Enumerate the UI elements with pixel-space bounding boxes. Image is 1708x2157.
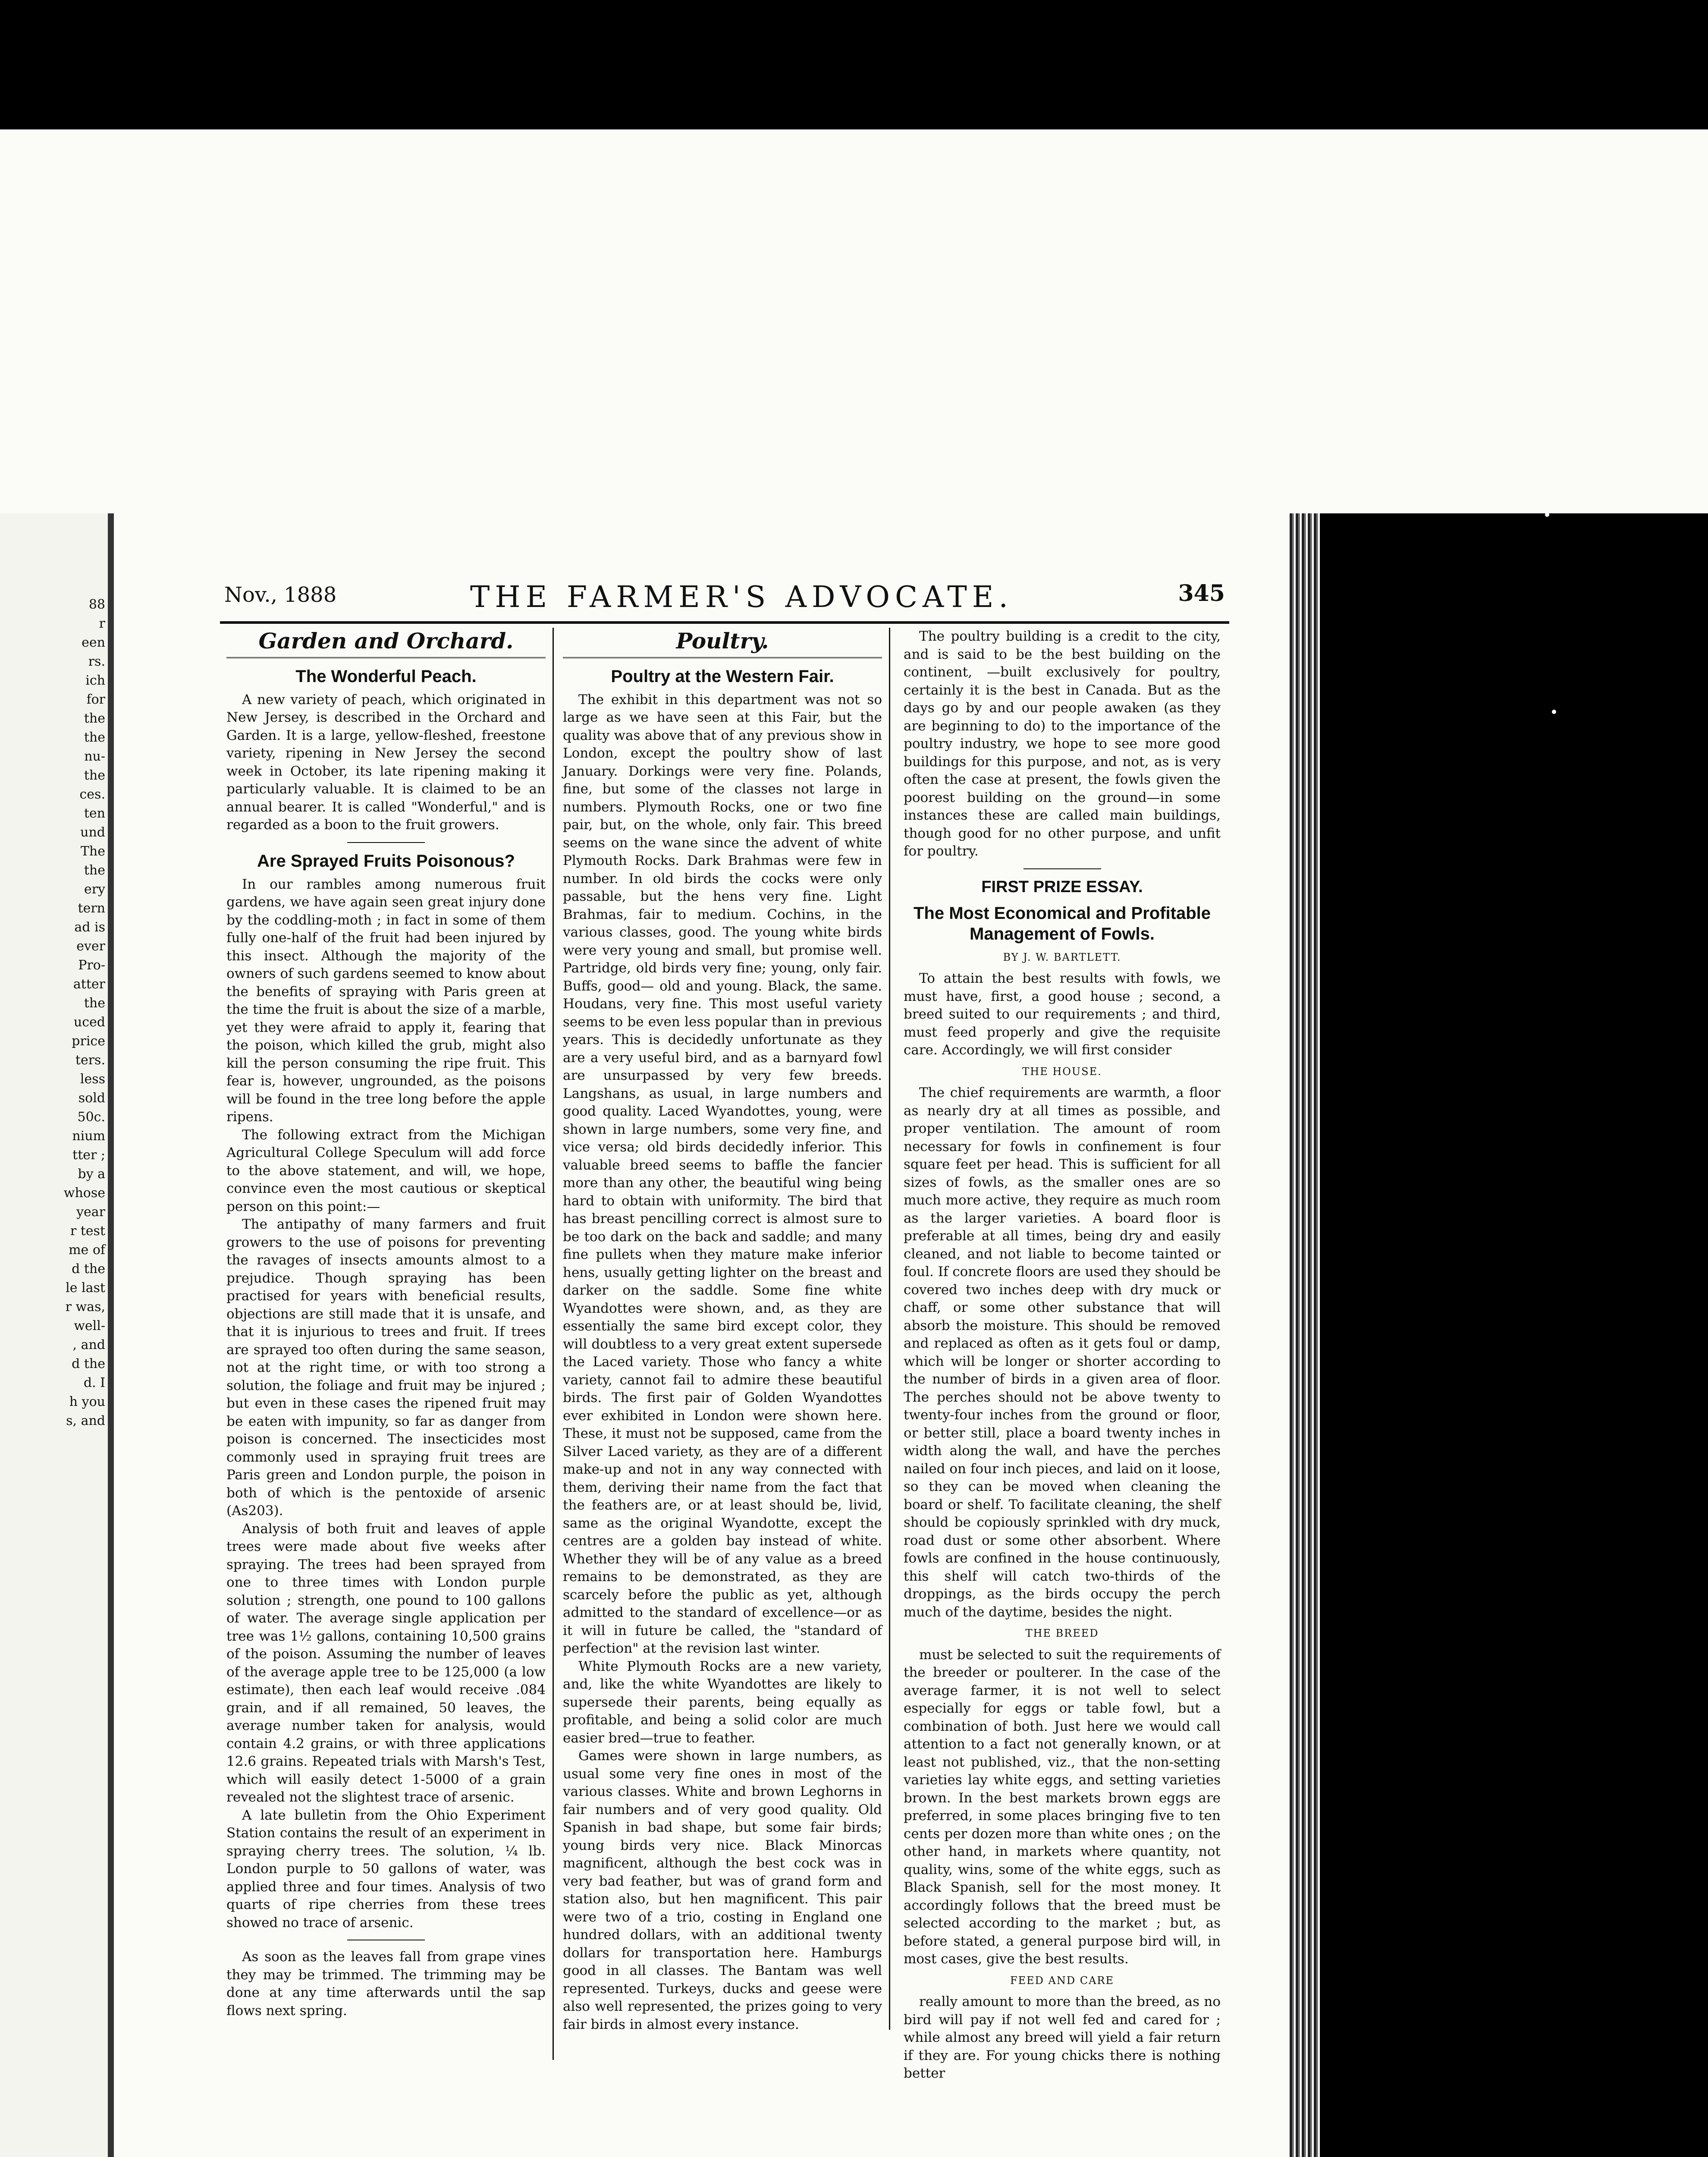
- paragraph: The antipathy of many farmers and fruit growers to the use of poisons for preventing the ravages of insects amounts almost to a prejudice. Though spraying has been practised for years with beneficial results, objections are still made that it is unsafe, and that it is injurious to trees and fruit. If trees are sprayed too often during the same season, not at the right time, or with too strong a solution, the foliage and fruit may be injured ; but even in these cases the ripened fruit may be eaten with impunity, so far as danger from poison is concerned. The insecticides most commonly used in spraying fruit trees are Paris green and London purple, the poison in both of which is the pentoxide of arsenic (As203).: [226, 1217, 546, 1519]
- paragraph: White Plymouth Rocks are a new variety, and, like the white Wyandottes are likely to supersede their parents, being equally as profitable, and being a solid color are much easier bred—true to feather.: [563, 1658, 882, 1746]
- left-page-fragment: tern: [78, 901, 105, 916]
- left-page-fragment: atter: [73, 977, 105, 992]
- left-page-fragment: d. I: [83, 1375, 105, 1390]
- paragraph: A late bulletin from the Ohio Experiment Station contains the result of an experiment in spraying cherry trees. The solution, ¼ lb. London purple to 50 gallons of water, was applied three and four times. Analysis of two quarts of ripe cherries from these trees showed no trace of arsenic.: [226, 1807, 546, 1931]
- left-page-fragment: d the: [72, 1261, 105, 1277]
- section-heading-poultry: Poultry.: [563, 628, 882, 658]
- paragraph: In our rambles among numerous fruit gardens, we have again seen great injury done by the coddling-moth ; in fact in some of them fully one-half of the fruit had been injured by this insect. Although the majority of the owners of such gardens seemed to know about the benefits of spraying with Paris green at the time the fruit is about the size of a marble, yet they were afraid to apply it, fearing that the poison, which killed the grub, might also kill the person consuming the ripe fruit. This fear is, however, ungrounded, as the poisons will be found in the tree long before the apple ripens.: [226, 876, 546, 1125]
- column-poultry: [563, 628, 890, 2030]
- left-page-fragment: r test: [70, 1223, 105, 1239]
- left-page-fragment: le last: [66, 1280, 105, 1295]
- left-page-fragment: nium: [72, 1129, 105, 1144]
- left-page-fragment: Pro-: [78, 958, 105, 973]
- left-page-fragment: tter ;: [72, 1148, 105, 1163]
- headline-sprayed-fruits: Are Sprayed Fruits Poisonous?: [257, 851, 515, 871]
- left-page-fragment: ters.: [75, 1053, 105, 1068]
- header-rule: [220, 621, 1229, 624]
- paragraph: The chief requirements are warmth, a floor as nearly dry at all times as possible, and proper ventilation. The amount of room necessary for fowls in confinement is four square feet per head. This is sufficient for all sizes of fowls, as the smaller ones are so much more active, they require as much room as the larger varieties. A board floor is preferable at all times, being dry and easily cleaned, and not liable to become tainted or foul. If concrete floors are used they should be covered two inches deep with dry muck or chaff, or some other substance that will absorb the moisture. This should be removed and replaced as often as it gets foul or damp, which will be longer or shorter according to the number of birds in a given area of floor. The perches should not be above twenty to twenty-four inches from the ground or floor, or better still, place a board twenty inches in width along the wall, and have the perches nailed on four inch pieces, and laid on it loose, so they can be moved when cleaning the board or shelf. To facilitate cleaning, the shelf should be copiously sprinkled with dry muck, road dust or some other absorbent. Where fowls are confined in the house continuously, this shelf will catch two-thirds of the droppings, as the birds occupy the perch much of the daytime, besides the night.: [904, 1085, 1221, 1620]
- paragraph: Analysis of both fruit and leaves of apple trees were made about five weeks after spraying. The trees had been sprayed from one to three times with London purple solution ; strength, one pound to 100 gallons of water. The average single application per tree was 1½ gallons, containing 10,500 grains of the poison. Assuming the number of leaves of the average apple tree to be 125,000 (a low estimate), then each leaf would receive .084 grain, and if all remained, 50 leaves, the average number taken for analysis, would contain 4.2 grains, or with three applications 12.6 grains. Repeated trials with Marsh's Test, which will easily detect 1-5000 of a grain revealed not the slightest trace of arsenic.: [226, 1521, 546, 1805]
- left-page-fragment: price: [72, 1034, 105, 1049]
- left-page-fragment: rs.: [88, 654, 105, 669]
- left-page-fragment: h you: [69, 1394, 105, 1409]
- left-page-fragment: the: [84, 863, 105, 878]
- left-page-fragment: whose: [63, 1185, 105, 1201]
- paragraph: really amount to more than the breed, as no bird will pay if not well fed and cared for ; while almost any breed will yield a fair return if they are. For young chicks there is nothing better: [904, 1994, 1221, 2081]
- left-page-fragment: s, and: [66, 1413, 105, 1428]
- left-page-fragment: r: [99, 616, 105, 631]
- subheading-house: THE HOUSE.: [1022, 1065, 1102, 1078]
- left-page-fragment: d the: [72, 1356, 105, 1371]
- column-garden: [226, 628, 554, 2060]
- page-edge: [108, 513, 114, 2157]
- subheading-breed: THE BREED: [1025, 1627, 1099, 1639]
- column-essay: [904, 628, 1221, 2083]
- headline-peach: The Wonderful Peach.: [295, 667, 477, 686]
- left-page-fragment: uced: [73, 1015, 105, 1030]
- headline-essay: The Most Economical and Profitable Management of Fowls.: [914, 903, 1211, 943]
- left-page-fragment: een: [82, 635, 105, 650]
- page-number: 345: [1178, 580, 1225, 607]
- paragraph: As soon as the leaves fall from grape vines they may be trimmed. The trimming may be done at any time afterwards until the sap flows next spring.: [226, 1949, 546, 2019]
- left-page-fragment: 50c.: [77, 1110, 105, 1125]
- left-page-fragment: und: [80, 825, 105, 840]
- left-page-fragment: the: [84, 996, 105, 1011]
- left-page-fragment: me of: [69, 1242, 105, 1258]
- binding-spine: [1290, 513, 1320, 2157]
- upper-blank-sheet: [0, 129, 1708, 513]
- left-page-fragment: year: [76, 1204, 105, 1220]
- headline-first-prize: FIRST PRIZE ESSAY.: [981, 877, 1143, 896]
- left-page-fragment: ces.: [79, 787, 105, 802]
- left-page-fragment: by a: [78, 1167, 105, 1182]
- left-page-fragment: ery: [84, 882, 105, 897]
- left-page-fragment: 88: [88, 597, 105, 612]
- paragraph: A new variety of peach, which originated in New Jersey, is described in the Orchard and Garden. It is a large, yellow-fleshed, freestone variety, ripening in New Jersey the second week in October, its late ripening making it particularly valuable. It is claimed to be an annual bearer. It is called "Wonderful," and is regarded as a boon to the fruit growers.: [226, 692, 546, 833]
- divider: [347, 842, 425, 843]
- left-page-fragment: the: [84, 768, 105, 783]
- paragraph: To attain the best results with fowls, we must have, first, a good house ; second, a breed suited to our requirements ; and third, must feed properly and give the requisite care. Accordingly, we will first consider: [904, 971, 1221, 1058]
- speck: [1552, 710, 1556, 714]
- paragraph: The exhibit in this department was not so large as we have seen at this Fair, but the quality was above that of any previous show in London, except the poultry show of last January. Dorkings were very fine. Polands, fine, but some of the classes not large in numbers. Plymouth Rocks, one or two fine pair, but, on the whole, only fair. This breed seems on the wane since the advent of white Plymouth Rocks. Dark Brahmas were few in number. In old birds the cocks were only passable, but the hens very fine. Light Brahmas, fair to medium. Cochins, in the various classes, good. The young white birds were very young and small, but promise well. Partridge, old birds very fine; young, only fair. Buffs, good— old and young. Black, the same. Houdans, very fine. This most useful variety seems to be even less popular than in previous years. This is decidedly unfortunate as they are a very useful bird, and as a barnyard fowl are unsurpassed by very few breeds. Langshans, as usual, in large numbers and good quality. Laced Wyandottes, young, were shown in large numbers, some very fine, and vice versa; old birds decidedly inferior. This valuable breed seems to baffle the fancier more than any other, the beautiful wing being hard to obtain with uniformity. The bird that has breast pencilling correct is almost sure to be too dark on the back and saddle; and many fine pullets when they mature make inferior hens, usually getting lighter on the breast and darker on the saddle. Some fine white Wyandottes were shown, and, as they are essentially the same bird except color, they will doubtless to a very great extent supersede the Laced variety. Those who fancy a white variety, cannot fail to admire these beautiful birds. The first pair of Golden Wyandottes ever exhibited in London were shown here. These, it must not be supposed, came from the Silver Laced variety, as they are of a different make-up and not in any way connected with them, deriving their name from the fact that the feathers are, or at least should be, livid, same as the original Wyandotte, except the centres are a golden bay instead of white. Whether they will be of any value as a breed remains to be demonstrated, as they are scarcely before the public as yet, although admitted to the standard of excellence—or as it will in future be called, the "standard of perfection" at the revision last winter.: [563, 692, 882, 1656]
- left-page-fragment: the: [84, 730, 105, 745]
- left-page-fragment: ever: [76, 939, 105, 954]
- paragraph: Games were shown in large numbers, as usual some very fine ones in most of the various classes. White and brown Leghorns in fair numbers and of very good quality. Old Spanish in bad shape, but some fair birds; young birds very nice. Black Minorcas magnificent, although the best cock was in very bad feather, but was of grand form and station also, but hen magnificent. This pair were two of a trio, costing in England one hundred dollars, with an additional twenty dollars for transportation here. Hamburgs good in all classes. The Bantam was well represented. Turkeys, ducks and geese were also well represented, the prizes going to very fair birds in almost every instance.: [563, 1748, 882, 2032]
- paragraph: The following extract from the Michigan Agricultural College Speculum will add force to the above statement, and will, we hope, convince even the most cautious or skeptical person on this point:—: [226, 1127, 546, 1214]
- left-page-fragment: The: [80, 844, 105, 859]
- issue-date: Nov., 1888: [224, 583, 337, 607]
- left-page-fragment: for: [86, 692, 105, 707]
- speck: [1545, 513, 1549, 517]
- byline: BY J. W. BARTLETT.: [1003, 951, 1121, 963]
- left-page-fragment: less: [80, 1072, 105, 1087]
- left-page-fragment: the: [84, 711, 105, 726]
- left-page-fragment: ad is: [74, 920, 105, 935]
- left-page-fragment: r was,: [65, 1299, 105, 1314]
- left-page-fragment: ten: [84, 806, 105, 821]
- left-page-fragment: ich: [85, 673, 105, 688]
- left-page-fragment: sold: [78, 1091, 105, 1106]
- section-heading-garden: Garden and Orchard.: [226, 628, 546, 658]
- left-page-fragment: , and: [72, 1337, 105, 1352]
- divider: [1024, 868, 1101, 869]
- page-header: [224, 580, 1225, 614]
- headline-western-fair: Poultry at the Western Fair.: [611, 667, 834, 686]
- paragraph: must be selected to suit the requirements of the breeder or poulterer. In the case of the average farmer, it is not well to select especially for eggs or table fowl, but a combination of both. Just here we would call attention to a fact not generally known, or at least not published, viz., that the non-setting varieties lay white eggs, and setting varieties brown. In the best markets brown eggs are preferred, in some places bringing five to ten cents per dozen more than white ones ; on the other hand, in markets where quantity, not quality, wins, some of the white eggs, such as Black Spanish, sell for the most money. It accordingly follows that the breed must be selected according to the market ; but, as before stated, a general purpose bird will, in most cases, give the best results.: [904, 1647, 1221, 1967]
- left-page-strip: [0, 513, 108, 2157]
- left-page-fragment: well-: [74, 1318, 105, 1333]
- subheading-feed: FEED AND CARE: [1010, 1974, 1115, 1987]
- masthead-title: THE FARMER'S ADVOCATE.: [470, 580, 1013, 614]
- left-page-fragment: nu-: [84, 749, 105, 764]
- paragraph: The poultry building is a credit to the city, and is said to be the best building on the continent, —built exclusively for poultry, certainly it is the best in Canada. But as the days go by and our people awaken (as they are beginning to do) to the importance of the poultry industry, we hope to see more good buildings for this purpose, and not, as is very often the case at present, the fowls given the poorest building on the ground—in some instances these are called main buildings, though good for no other purpose, and unfit for poultry.: [904, 629, 1221, 859]
